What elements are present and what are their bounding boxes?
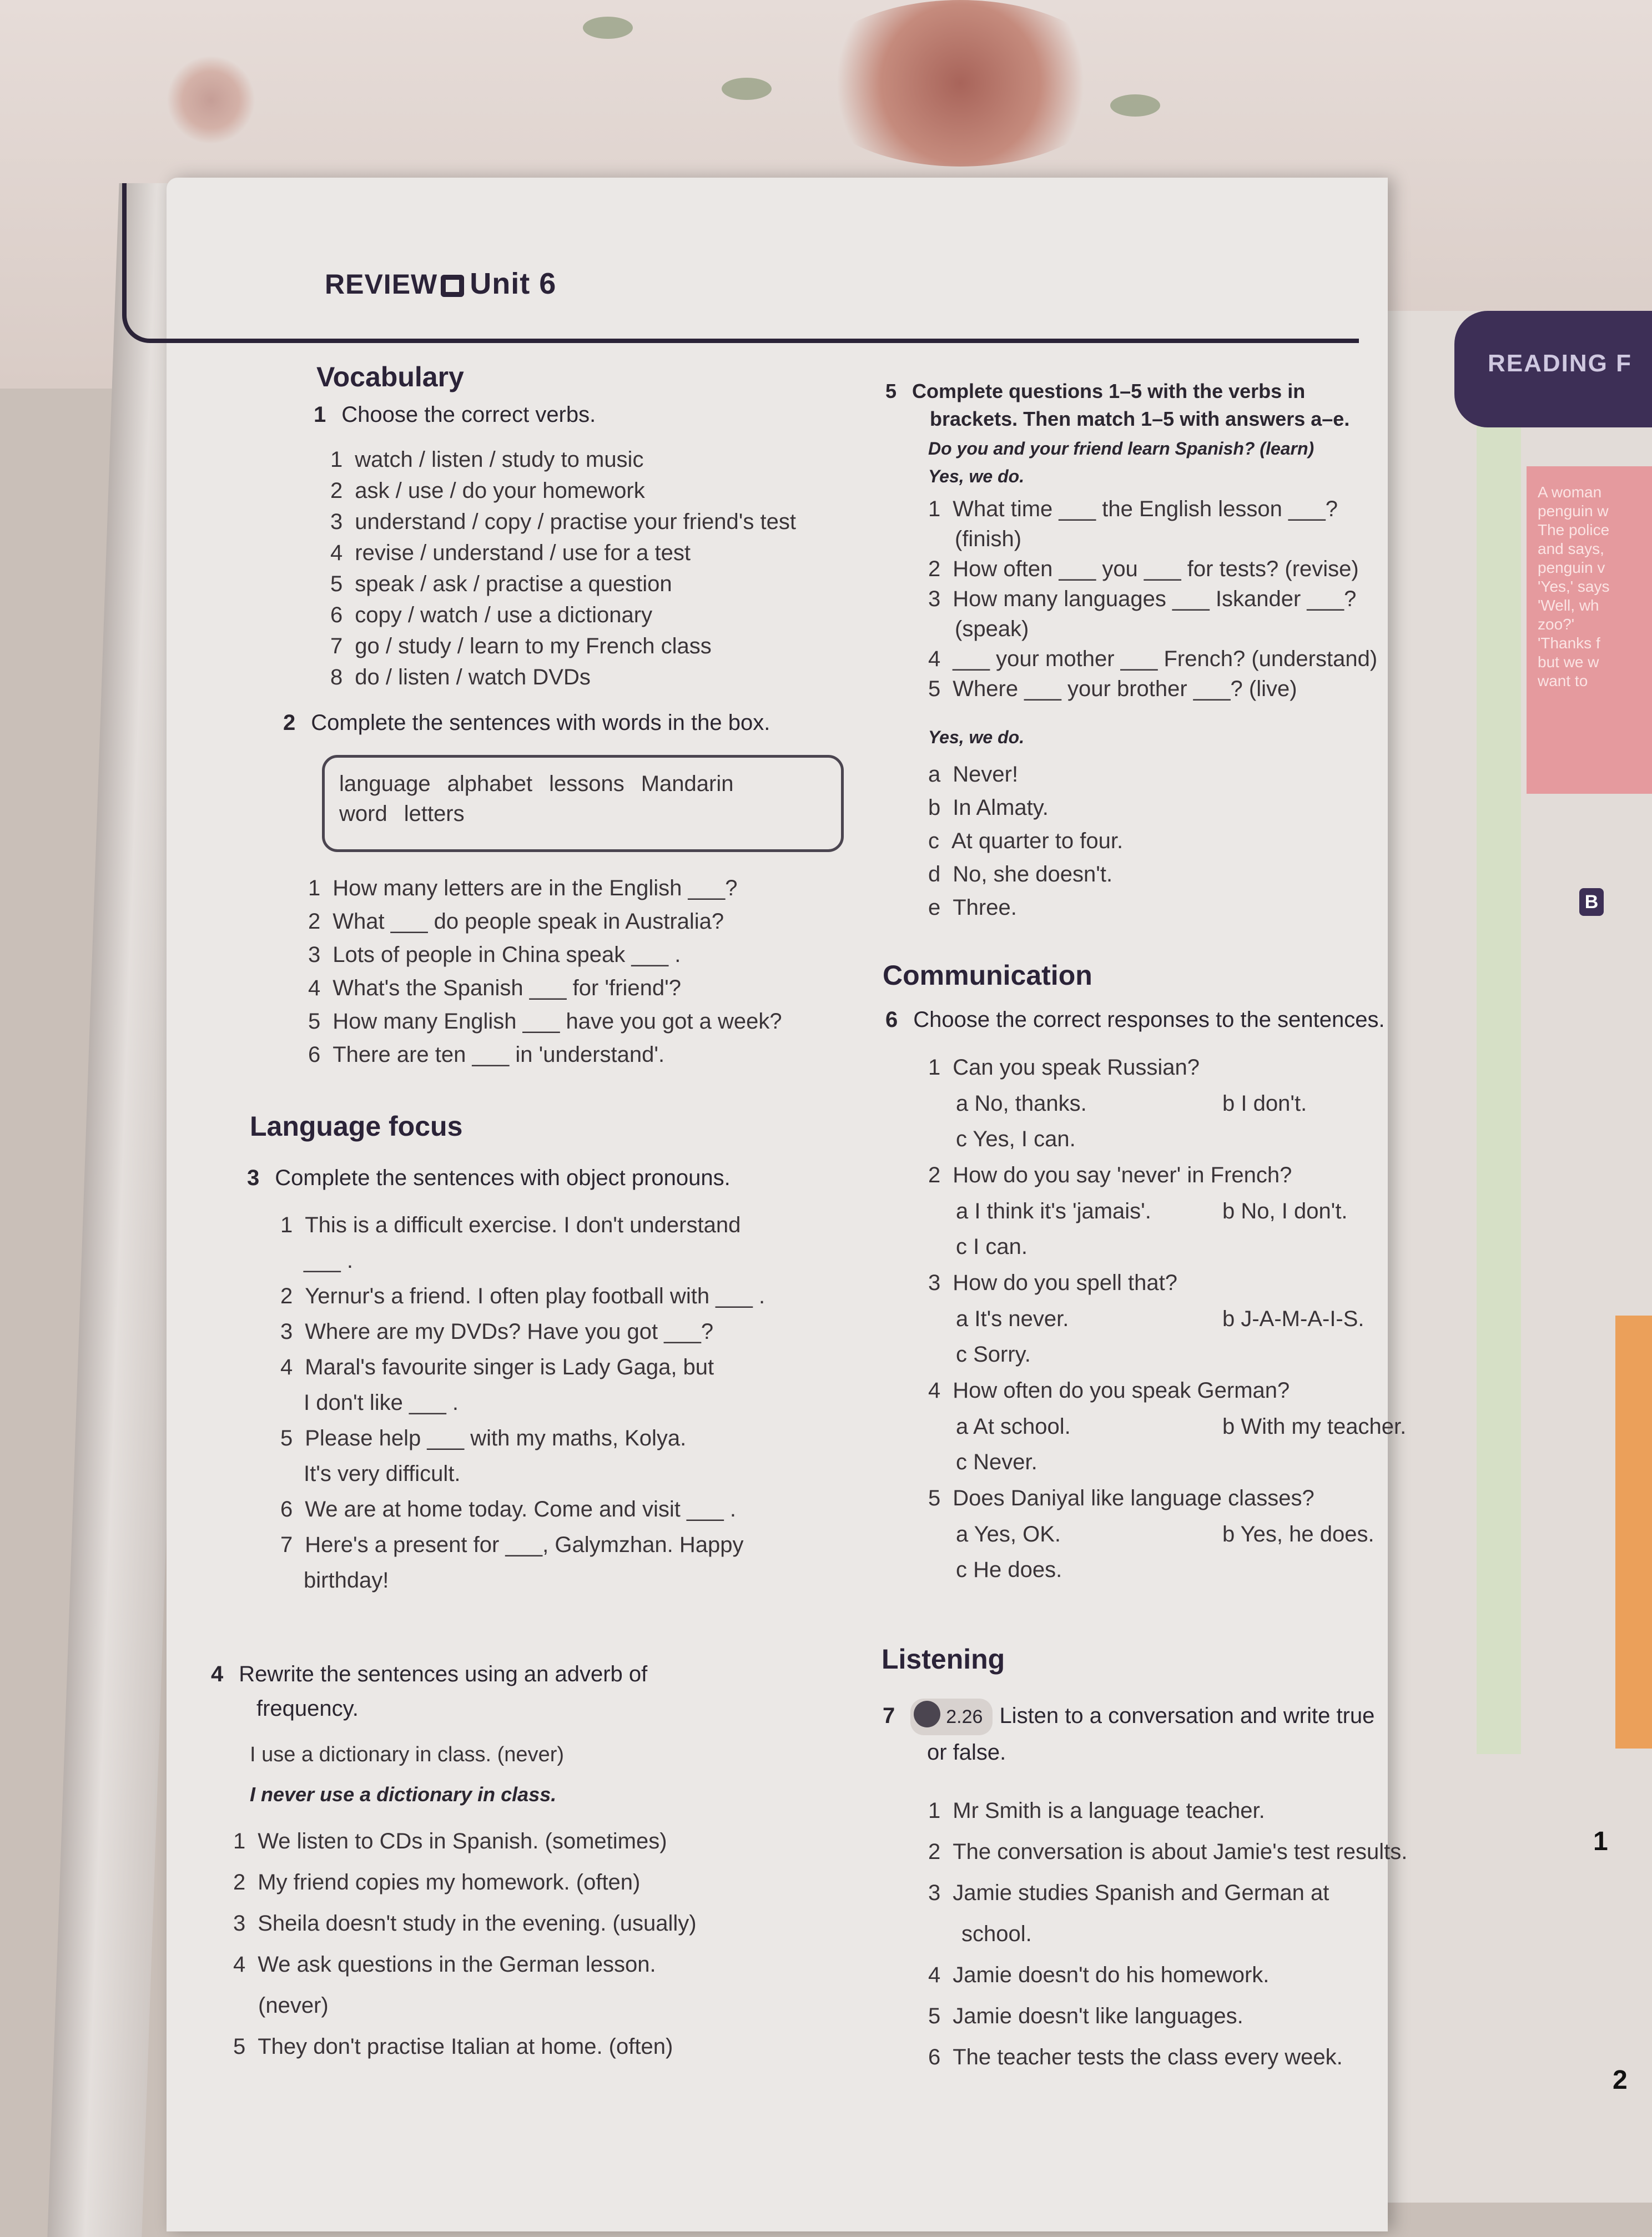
question	[928, 1157, 1406, 1193]
list-item	[308, 871, 782, 905]
item-number: 3	[928, 1881, 941, 1905]
box-word: Mandarin	[641, 772, 734, 796]
flower-pattern	[167, 56, 255, 144]
question-text: How do you spell that?	[953, 1271, 1177, 1295]
item-text: Three.	[953, 895, 1017, 920]
item-text: Where are my DVDs? Have you got ___?	[305, 1319, 714, 1344]
item-text: speak / ask / practise a question	[355, 572, 672, 596]
ex1-list	[330, 444, 796, 693]
list-item	[280, 1314, 765, 1349]
item-number: 3	[280, 1319, 293, 1344]
list-item	[928, 494, 1377, 554]
option-b: b I don't.	[1222, 1091, 1307, 1116]
item-text: (never)	[258, 1993, 329, 2018]
story-line: and says,	[1538, 540, 1604, 557]
options-row	[956, 1409, 1406, 1444]
item-letter: b	[928, 795, 941, 820]
box-word: letters	[404, 802, 465, 826]
list-item	[280, 1207, 765, 1278]
square-icon	[441, 275, 464, 297]
option-c: c I can.	[956, 1235, 1028, 1259]
ex4-example-answer: I never use a dictionary in class.	[250, 1783, 557, 1806]
list-item	[280, 1492, 765, 1527]
ex6-heading: 6 Choose the correct responses to the sentences.	[885, 1007, 1385, 1032]
leaf-pattern	[722, 78, 772, 100]
box-word: word	[339, 802, 387, 826]
item-text: copy / watch / use a dictionary	[355, 603, 653, 627]
side-number: 1	[1593, 1827, 1608, 1856]
item-number: 2	[233, 1870, 246, 1895]
item-number: 4	[280, 1355, 293, 1379]
item-text: In Almaty.	[953, 795, 1049, 820]
story-line: 'Thanks f	[1538, 634, 1600, 652]
item-number: 1	[233, 1829, 246, 1853]
item-number: 7	[330, 634, 343, 658]
story-line: The police	[1538, 521, 1610, 538]
list-item	[330, 599, 796, 631]
item-number: 2	[280, 1284, 293, 1308]
item-number: 5	[308, 1009, 321, 1034]
options-row	[956, 1193, 1406, 1229]
item-text: ask / use / do your homework	[355, 478, 645, 503]
list-item	[928, 674, 1377, 704]
side-number: 2	[1613, 2065, 1628, 2095]
leaf-pattern	[583, 17, 633, 39]
list-item	[928, 1872, 1407, 1954]
question-text: How do you say 'never' in French?	[953, 1163, 1292, 1187]
story-line: zoo?'	[1538, 616, 1575, 633]
list-item	[233, 1821, 697, 1862]
story-line: 'Well, wh	[1538, 597, 1599, 614]
word-box	[322, 755, 844, 852]
item-number: 5	[928, 1486, 941, 1510]
item-text: My friend copies my homework. (often)	[258, 1870, 641, 1895]
reading-tab: READING F	[1454, 311, 1652, 427]
item-text: do / listen / watch DVDs	[355, 665, 591, 689]
item-text: We ask questions in the German lesson.	[258, 1952, 656, 1977]
header-band	[122, 183, 1359, 343]
list-item	[330, 475, 796, 506]
list-item	[928, 1996, 1407, 2037]
list-item	[330, 631, 796, 662]
item-text: Please help ___ with my maths, Kolya.	[305, 1426, 687, 1450]
list-item	[308, 905, 782, 938]
list-item	[233, 2026, 697, 2067]
item-text: Jamie doesn't do his homework.	[953, 1963, 1270, 1987]
option-a: a I think it's 'jamais'.	[956, 1199, 1151, 1223]
list-item	[280, 1349, 765, 1420]
item-text: Maral's favourite singer is Lady Gaga, but	[305, 1355, 714, 1379]
item-text: Where ___ your brother ___? (live)	[953, 677, 1297, 701]
item-text: ___ .	[304, 1248, 353, 1273]
item-letter: d	[928, 862, 941, 886]
option-a: a Yes, OK.	[956, 1522, 1061, 1546]
item-number: 8	[330, 665, 343, 689]
question	[928, 1372, 1406, 1409]
item-number: 4	[308, 976, 321, 1000]
option-a: a It's never.	[956, 1307, 1069, 1331]
option-c: c Never.	[956, 1450, 1037, 1474]
item-number: 3	[330, 510, 343, 534]
question	[928, 1049, 1406, 1086]
item-number: 2	[928, 1840, 941, 1864]
option-c: c Sorry.	[956, 1342, 1031, 1367]
item-text: Never!	[953, 762, 1019, 787]
story-line: A woman	[1538, 483, 1602, 501]
item-number: 7	[280, 1533, 293, 1557]
story-line: 'Yes,' says	[1538, 578, 1610, 595]
list-item	[330, 537, 796, 568]
item-number: 4	[330, 541, 343, 565]
options-row	[956, 1444, 1406, 1480]
item-letter: a	[928, 762, 941, 787]
question	[928, 1264, 1406, 1301]
item-number: 1	[308, 876, 321, 900]
item-text: understand / copy / practise your friend's test	[355, 510, 796, 534]
item-text: The conversation is about Jamie's test results.	[953, 1840, 1408, 1864]
options-row	[956, 1552, 1406, 1588]
ex5-example-q: Do you and your friend learn Spanish? (learn)	[928, 439, 1314, 459]
list-item	[330, 568, 796, 599]
item-number: 6	[928, 2045, 941, 2069]
options-row	[956, 1229, 1406, 1264]
audio-icon	[914, 1701, 940, 1727]
item-text: What time ___ the English lesson ___?	[953, 497, 1338, 521]
list-item	[280, 1278, 765, 1314]
question-text: Does Daniyal like language classes?	[953, 1486, 1314, 1510]
list-item	[928, 584, 1377, 644]
story-line: penguin w	[1538, 502, 1609, 520]
item-number: 1	[280, 1213, 293, 1237]
list-item	[330, 444, 796, 475]
ex4-heading: 4 Rewrite the sentences using an adverb of frequency.	[211, 1662, 648, 1721]
page-title: REVIEW Unit 6	[325, 267, 557, 300]
item-text: What ___ do people speak in Australia?	[333, 909, 724, 934]
option-c: c Yes, I can.	[956, 1127, 1076, 1151]
list-item	[280, 1420, 765, 1492]
orange-box	[1615, 1316, 1652, 1749]
item-number: 6	[308, 1042, 321, 1067]
item-number: 5	[280, 1426, 293, 1450]
box-word: language	[339, 772, 431, 796]
item-text: The teacher tests the class every week.	[953, 2045, 1343, 2069]
item-number: 2	[928, 1163, 941, 1187]
story-line: penguin v	[1538, 559, 1605, 576]
option-a: a No, thanks.	[956, 1091, 1087, 1116]
options-row	[956, 1121, 1406, 1157]
item-text: Mr Smith is a language teacher.	[953, 1798, 1265, 1823]
item-number: 4	[928, 1378, 941, 1403]
item-text: They don't practise Italian at home. (often)	[258, 2034, 673, 2059]
item-number: 1	[928, 497, 941, 521]
list-item	[308, 1038, 782, 1071]
story-line: want to	[1538, 672, 1588, 689]
item-number: 5	[233, 2034, 246, 2059]
item-number: 2	[330, 478, 343, 503]
item-text: Jamie doesn't like languages.	[953, 2004, 1243, 2028]
item-text: revise / understand / use for a test	[355, 541, 691, 565]
item-number: 1	[928, 1055, 941, 1080]
audio-track[interactable]: 2.26	[910, 1699, 993, 1735]
item-letter: e	[928, 895, 941, 920]
item-text: How many English ___ have you got a week?	[333, 1009, 782, 1034]
item-text: Lots of people in China speak ___ .	[333, 943, 681, 967]
item-text: Jamie studies Spanish and German at	[953, 1881, 1329, 1905]
ex2-heading: 2 Complete the sentences with words in the box.	[283, 711, 770, 735]
box-word: lessons	[549, 772, 624, 796]
list-item	[928, 891, 1123, 924]
options-row	[956, 1516, 1406, 1552]
ex3-list	[280, 1207, 765, 1598]
item-text: We listen to CDs in Spanish. (sometimes)	[258, 1829, 667, 1853]
ex5-answers	[928, 758, 1123, 924]
list-item	[233, 1903, 697, 1944]
item-number: 6	[280, 1497, 293, 1521]
language-focus-title: Language focus	[250, 1111, 463, 1142]
item-number: 5	[928, 2004, 941, 2028]
item-number: 4	[928, 647, 941, 671]
list-item	[233, 1862, 697, 1903]
ex5-heading: 5 Complete questions 1–5 with the verbs in brackets. Then match 1–5 with answers a–e.	[885, 380, 1350, 430]
list-item	[330, 662, 796, 693]
options-row	[956, 1086, 1406, 1121]
item-text: How often ___ you ___ for tests? (revise)	[953, 557, 1359, 581]
item-text: school.	[961, 1922, 1032, 1946]
item-number: 5	[928, 677, 941, 701]
ex2-list	[308, 871, 782, 1071]
item-text: Yernur's a friend. I often play football with ___ .	[305, 1284, 765, 1308]
item-text: There are ten ___ in 'understand'.	[333, 1042, 665, 1067]
item-number: 6	[330, 603, 343, 627]
item-text: (finish)	[955, 527, 1022, 551]
listening-title: Listening	[882, 1644, 1005, 1675]
item-text: What's the Spanish ___ for 'friend'?	[333, 976, 681, 1000]
item-number: 3	[928, 587, 941, 611]
list-item	[233, 1944, 697, 2026]
question-text: Can you speak Russian?	[953, 1055, 1200, 1080]
ex7-heading: 7 2.26 Listen to a conversation and write true or false.	[883, 1699, 1374, 1770]
story-line: but we w	[1538, 653, 1599, 671]
list-item	[928, 758, 1123, 791]
ex1-heading: 1 Choose the correct verbs.	[314, 402, 596, 427]
list-item	[928, 824, 1123, 858]
box-word: alphabet	[447, 772, 533, 796]
item-text: It's very difficult.	[304, 1462, 461, 1486]
option-b: b J-A-M-A-I-S.	[1222, 1307, 1364, 1331]
option-b: b No, I don't.	[1222, 1199, 1348, 1223]
story-box	[1527, 466, 1652, 794]
item-text: go / study / learn to my French class	[355, 634, 712, 658]
list-item	[928, 1954, 1407, 1996]
section-badge: B	[1579, 888, 1604, 916]
item-number: 3	[928, 1271, 941, 1295]
ex4-example: I use a dictionary in class. (never)	[250, 1743, 565, 1766]
ex6-list	[928, 1049, 1406, 1588]
list-item	[308, 1005, 782, 1038]
item-text: How many letters are in the English ___?	[333, 876, 738, 900]
list-item	[928, 554, 1377, 584]
item-text: We are at home today. Come and visit ___ .	[305, 1497, 736, 1521]
ex5-example-a: Yes, we do.	[928, 466, 1025, 486]
ex5-list	[928, 494, 1377, 704]
item-number: 4	[928, 1963, 941, 1987]
item-number: 2	[308, 909, 321, 934]
item-text: Sheila doesn't study in the evening. (usually)	[258, 1911, 697, 1936]
item-text: (speak)	[955, 617, 1029, 641]
communication-title: Communication	[883, 960, 1092, 991]
next-page-strip	[1477, 422, 1521, 1754]
flower-pattern	[805, 0, 1116, 167]
list-item	[928, 2037, 1407, 2078]
item-text: I don't like ___ .	[304, 1390, 459, 1415]
item-text: watch / listen / study to music	[355, 447, 644, 472]
ex4-list	[233, 1821, 697, 2067]
item-number: 3	[308, 943, 321, 967]
options-row	[956, 1337, 1406, 1372]
ex7-list	[928, 1790, 1407, 2078]
ex5-answer-example: Yes, we do.	[928, 727, 1025, 747]
item-number: 2	[928, 557, 941, 581]
list-item	[928, 1790, 1407, 1831]
option-a: a At school.	[956, 1414, 1071, 1439]
item-text: birthday!	[304, 1568, 389, 1593]
item-text: At quarter to four.	[951, 829, 1124, 853]
item-number: 1	[928, 1798, 941, 1823]
item-number: 1	[330, 447, 343, 472]
list-item	[928, 858, 1123, 891]
leaf-pattern	[1110, 94, 1160, 117]
option-b: b Yes, he does.	[1222, 1522, 1374, 1546]
item-text: This is a difficult exercise. I don't understand	[305, 1213, 741, 1237]
list-item	[308, 938, 782, 971]
item-text: Here's a present for ___, Galymzhan. Happy	[305, 1533, 744, 1557]
question	[928, 1480, 1406, 1516]
option-b: b With my teacher.	[1222, 1414, 1407, 1439]
question-text: How often do you speak German?	[953, 1378, 1290, 1403]
list-item	[928, 791, 1123, 824]
list-item	[330, 506, 796, 537]
list-item	[928, 1831, 1407, 1872]
list-item	[280, 1527, 765, 1598]
item-number: 5	[330, 572, 343, 596]
item-letter: c	[928, 829, 939, 853]
vocabulary-title: Vocabulary	[316, 361, 464, 392]
item-number: 4	[233, 1952, 246, 1977]
item-text: How many languages ___ Iskander ___?	[953, 587, 1357, 611]
list-item	[308, 971, 782, 1005]
ex3-heading: 3 Complete the sentences with object pronouns.	[247, 1166, 731, 1190]
item-number: 3	[233, 1911, 246, 1936]
option-c: c He does.	[956, 1558, 1062, 1582]
item-text: ___ your mother ___ French? (understand)	[953, 647, 1378, 671]
list-item	[928, 644, 1377, 674]
options-row	[956, 1301, 1406, 1337]
item-text: No, she doesn't.	[953, 862, 1113, 886]
